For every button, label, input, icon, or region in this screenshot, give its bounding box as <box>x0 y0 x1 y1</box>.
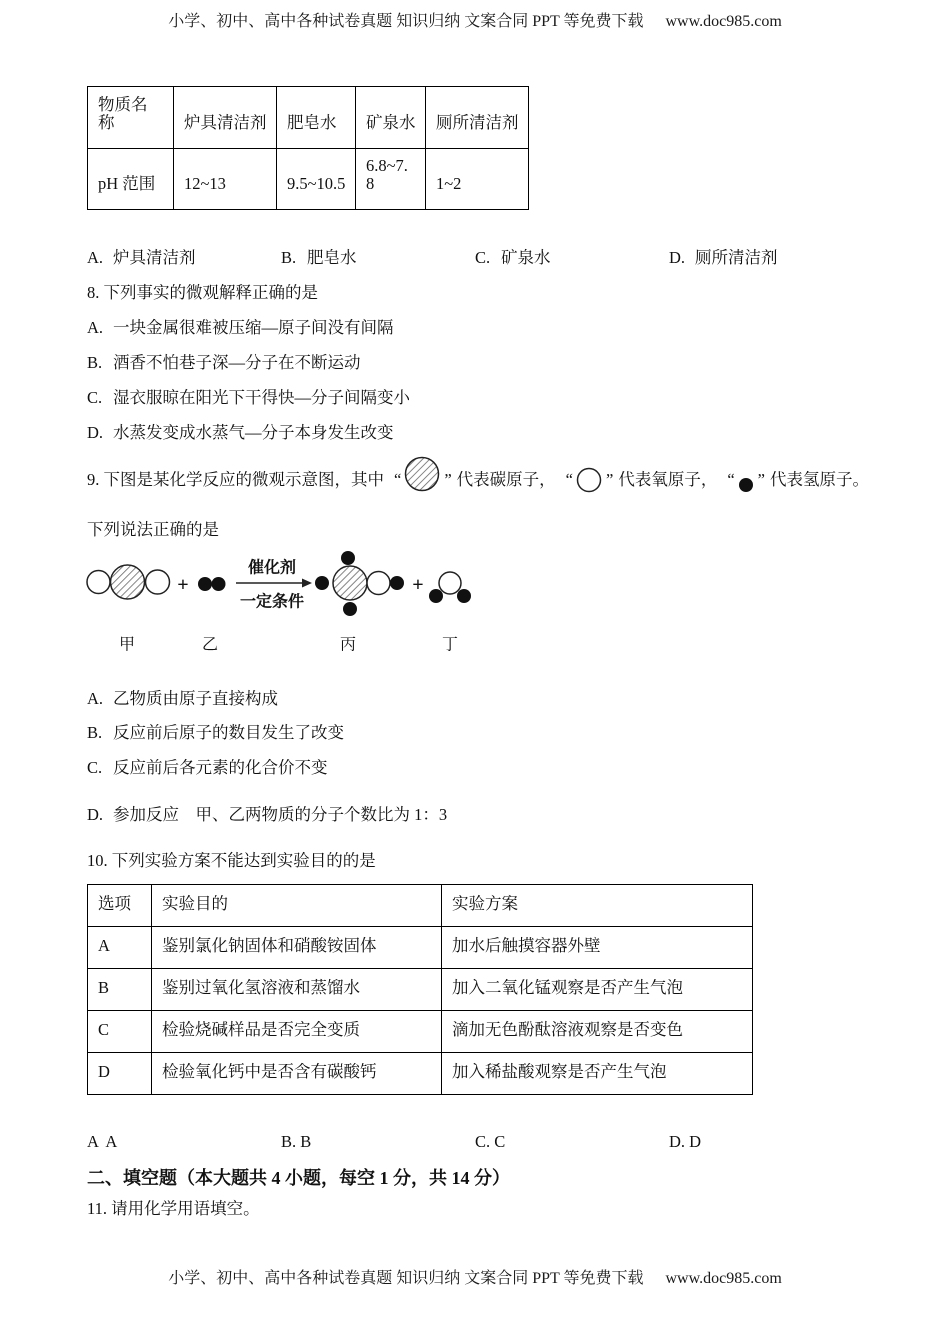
legend-label-hydrogen: 代表氢原子。 <box>769 470 869 489</box>
header-site-url: www.doc985.com <box>665 13 782 30</box>
carbon-atom <box>333 566 367 600</box>
cell-text: 实验目的 <box>162 894 228 913</box>
q9-option-d <box>87 804 447 826</box>
oxygen-atom <box>367 572 390 595</box>
question-11-stem: 11. 请用化学用语填空。 <box>87 1199 260 1218</box>
option-text: 矿泉水 <box>501 248 551 267</box>
option-letter: B. <box>281 248 297 267</box>
quote-close: ” <box>757 470 765 489</box>
table-cell <box>152 1053 442 1095</box>
q10-option-c: C. C <box>475 1132 506 1151</box>
option-text: 肥皂水 <box>307 248 357 267</box>
hydrogen-atom <box>390 576 404 590</box>
cell-text: 加水后触摸容器外壁 <box>452 936 601 955</box>
molecule-yi <box>198 577 226 591</box>
molecule-ding <box>429 572 471 603</box>
cell-text: 鉴别过氧化氢溶液和蒸馏水 <box>162 978 360 997</box>
header-text: 小学、初中、高中各种试卷真题 知识归纳 文案合同 PPT 等免费下载 <box>168 13 644 30</box>
carbon-atom-icon <box>404 456 440 492</box>
option-letter: A. <box>87 318 104 337</box>
table-cell <box>152 969 442 1011</box>
table-cell <box>88 885 152 927</box>
cell-text: 加入稀盐酸观察是否产生气泡 <box>452 1062 667 1081</box>
experiment-table <box>87 884 753 1095</box>
molecule-jia <box>87 565 170 599</box>
cell-text: 12~13 <box>184 174 226 193</box>
table-cell <box>356 87 426 149</box>
option-text: 厕所清洁剂 <box>695 248 778 267</box>
table-cell <box>88 149 174 210</box>
oxygen-atom <box>439 572 461 594</box>
label-bing: 丙 <box>339 636 357 654</box>
q9-option-c <box>87 757 328 779</box>
label-jia: 甲 <box>118 636 136 654</box>
cell-text: 1~2 <box>436 174 462 193</box>
hydrogen-atom-icon <box>738 477 754 493</box>
stem-intro: 9. 下图是某化学反应的微观示意图，其中 <box>87 470 384 489</box>
cell-text: B <box>98 978 110 997</box>
option-letter: D. <box>87 805 104 824</box>
table-cell <box>426 149 529 210</box>
option-letter: C. <box>87 388 103 407</box>
plus-sign: + <box>412 574 424 596</box>
table-cell <box>277 149 356 210</box>
q9-option-b <box>87 722 344 744</box>
table-cell <box>442 927 753 969</box>
option-letter: C. <box>475 248 491 267</box>
cell-text: A <box>98 936 110 955</box>
option-text: 乙物质由原子直接构成 <box>113 689 278 708</box>
hydrogen-atom <box>343 602 357 616</box>
table-header-row <box>88 885 753 927</box>
q10-option-d: D. D <box>669 1132 702 1151</box>
q7-option-d <box>669 247 778 269</box>
table-cell <box>88 969 152 1011</box>
hydrogen-atom <box>315 576 329 590</box>
cell-text: 加入二氧化锰观察是否产生气泡 <box>452 978 683 997</box>
table-cell <box>174 87 277 149</box>
q7-option-a <box>87 247 196 269</box>
table-cell <box>152 885 442 927</box>
quote-open: “ <box>565 470 573 489</box>
table-row <box>88 1011 753 1053</box>
oxygen-atom <box>146 570 170 594</box>
condition-catalyst: 催化剂 <box>247 559 297 577</box>
quote-close: ” <box>605 470 614 489</box>
cell-text: 滴加无色酚酞溶液观察是否变色 <box>452 1020 683 1039</box>
hydrogen-atom <box>341 551 355 565</box>
cell-text: 肥皂水 <box>287 113 337 132</box>
quote-open: “ <box>727 470 735 489</box>
label-ding: 丁 <box>441 636 459 654</box>
plus-sign: + <box>177 574 189 596</box>
question-10-stem: 10. 下列实验方案不能达到实验目的的是 <box>87 851 376 870</box>
oxygen-atom-icon <box>576 467 602 493</box>
quote-close: ” <box>444 470 452 489</box>
cell-text: 检验烧碱样品是否完全变质 <box>162 1020 360 1039</box>
cell-text: 物质名称 <box>98 95 148 132</box>
option-text: 湿衣服晾在阳光下干得快—分子间隔变小 <box>113 388 410 407</box>
table-cell <box>356 149 426 210</box>
q8-option-a <box>87 317 394 339</box>
cell-text: D <box>98 1062 110 1081</box>
option-text: 酒香不怕巷子深—分子在不断运动 <box>113 353 361 372</box>
reaction-diagram <box>80 545 480 660</box>
table-cell <box>152 927 442 969</box>
cell-text: 实验方案 <box>452 894 518 913</box>
oxygen-atom <box>87 571 110 594</box>
table-cell <box>174 149 277 210</box>
option-letter: D. <box>669 248 686 267</box>
cell-text: 9.5~10.5 <box>287 174 346 193</box>
q10-option-a: A A <box>87 1132 118 1151</box>
cell-text: 炉具清洁剂 <box>184 113 267 132</box>
option-letter: B. <box>87 353 103 372</box>
table-row <box>88 927 753 969</box>
q8-option-c <box>87 387 410 409</box>
option-text: 反应前后各元素的化合价不变 <box>113 758 328 777</box>
table-cell <box>152 1011 442 1053</box>
hydrogen-atom <box>429 589 443 603</box>
table-cell <box>442 1011 753 1053</box>
table-header-row <box>88 87 529 149</box>
table-row <box>88 969 753 1011</box>
option-letter: A. <box>87 248 104 267</box>
table-cell <box>277 87 356 149</box>
option-letter: D. <box>87 423 104 442</box>
option-text: 一块金属很难被压缩—原子间没有间隔 <box>113 318 394 337</box>
q7-option-c <box>475 247 551 269</box>
hydrogen-atom <box>198 577 212 591</box>
cell-text: 选项 <box>98 894 131 913</box>
table-cell <box>442 885 753 927</box>
question-8-stem: 8. 下列事实的微观解释正确的是 <box>87 283 318 302</box>
table-cell <box>426 87 529 149</box>
molecule-bing <box>315 551 404 616</box>
ph-range-table <box>87 86 529 210</box>
cell-text: 检验氧化钙中是否含有碳酸钙 <box>162 1062 377 1081</box>
hydrogen-atom <box>457 589 471 603</box>
cell-text: 厕所清洁剂 <box>436 113 519 132</box>
option-letter: A. <box>87 689 104 708</box>
footer-text: 小学、初中、高中各种试卷真题 知识归纳 文案合同 PPT 等免费下载 <box>168 1270 644 1287</box>
option-text: 水蒸发变成水蒸气—分子本身发生改变 <box>113 423 394 442</box>
cell-text: C <box>98 1020 110 1039</box>
label-yi: 乙 <box>201 636 219 654</box>
page-footer <box>0 1268 950 1290</box>
reaction-arrow <box>236 579 312 588</box>
cell-text: 6.8~7.8 <box>366 156 408 193</box>
arrow-head <box>302 579 312 588</box>
table-cell <box>442 1053 753 1095</box>
section-title: 二、填空题（本大题共 4 小题，每空 1 分，共 14 分） <box>87 1168 510 1188</box>
hydrogen-atom <box>212 577 226 591</box>
option-letter: C. <box>87 758 103 777</box>
q10-option-b: B. B <box>281 1132 312 1151</box>
option-text: 炉具清洁剂 <box>113 248 196 267</box>
q8-option-d <box>87 422 394 444</box>
cell-text: 鉴别氯化钠固体和硝酸铵固体 <box>162 936 377 955</box>
table-cell <box>88 1011 152 1053</box>
table-row <box>88 149 529 210</box>
question-9-stem <box>87 469 869 491</box>
cell-text: 矿泉水 <box>366 113 416 132</box>
legend-label-carbon: 代表碳原子， <box>456 470 556 489</box>
legend-label-oxygen: 代表氧原子， <box>618 470 718 489</box>
q9-option-a <box>87 688 278 710</box>
table-cell <box>442 969 753 1011</box>
table-row <box>88 1053 753 1095</box>
footer-site-url: www.doc985.com <box>665 1270 782 1287</box>
option-text: 参加反应 甲、乙两物质的分子个数比为 1：3 <box>113 805 448 824</box>
table-cell <box>88 1053 152 1095</box>
table-cell <box>88 87 174 149</box>
question-9-prompt: 下列说法正确的是 <box>87 520 219 539</box>
table-cell <box>88 927 152 969</box>
carbon-atom <box>111 565 145 599</box>
q8-option-b <box>87 352 361 374</box>
option-text: 反应前后原子的数目发生了改变 <box>113 723 344 742</box>
q7-option-b <box>281 247 357 269</box>
condition-certain: 一定条件 <box>239 593 305 611</box>
quote-open: “ <box>394 470 402 489</box>
page-header <box>0 11 950 33</box>
cell-text: pH 范围 <box>98 174 156 193</box>
option-letter: B. <box>87 723 103 742</box>
